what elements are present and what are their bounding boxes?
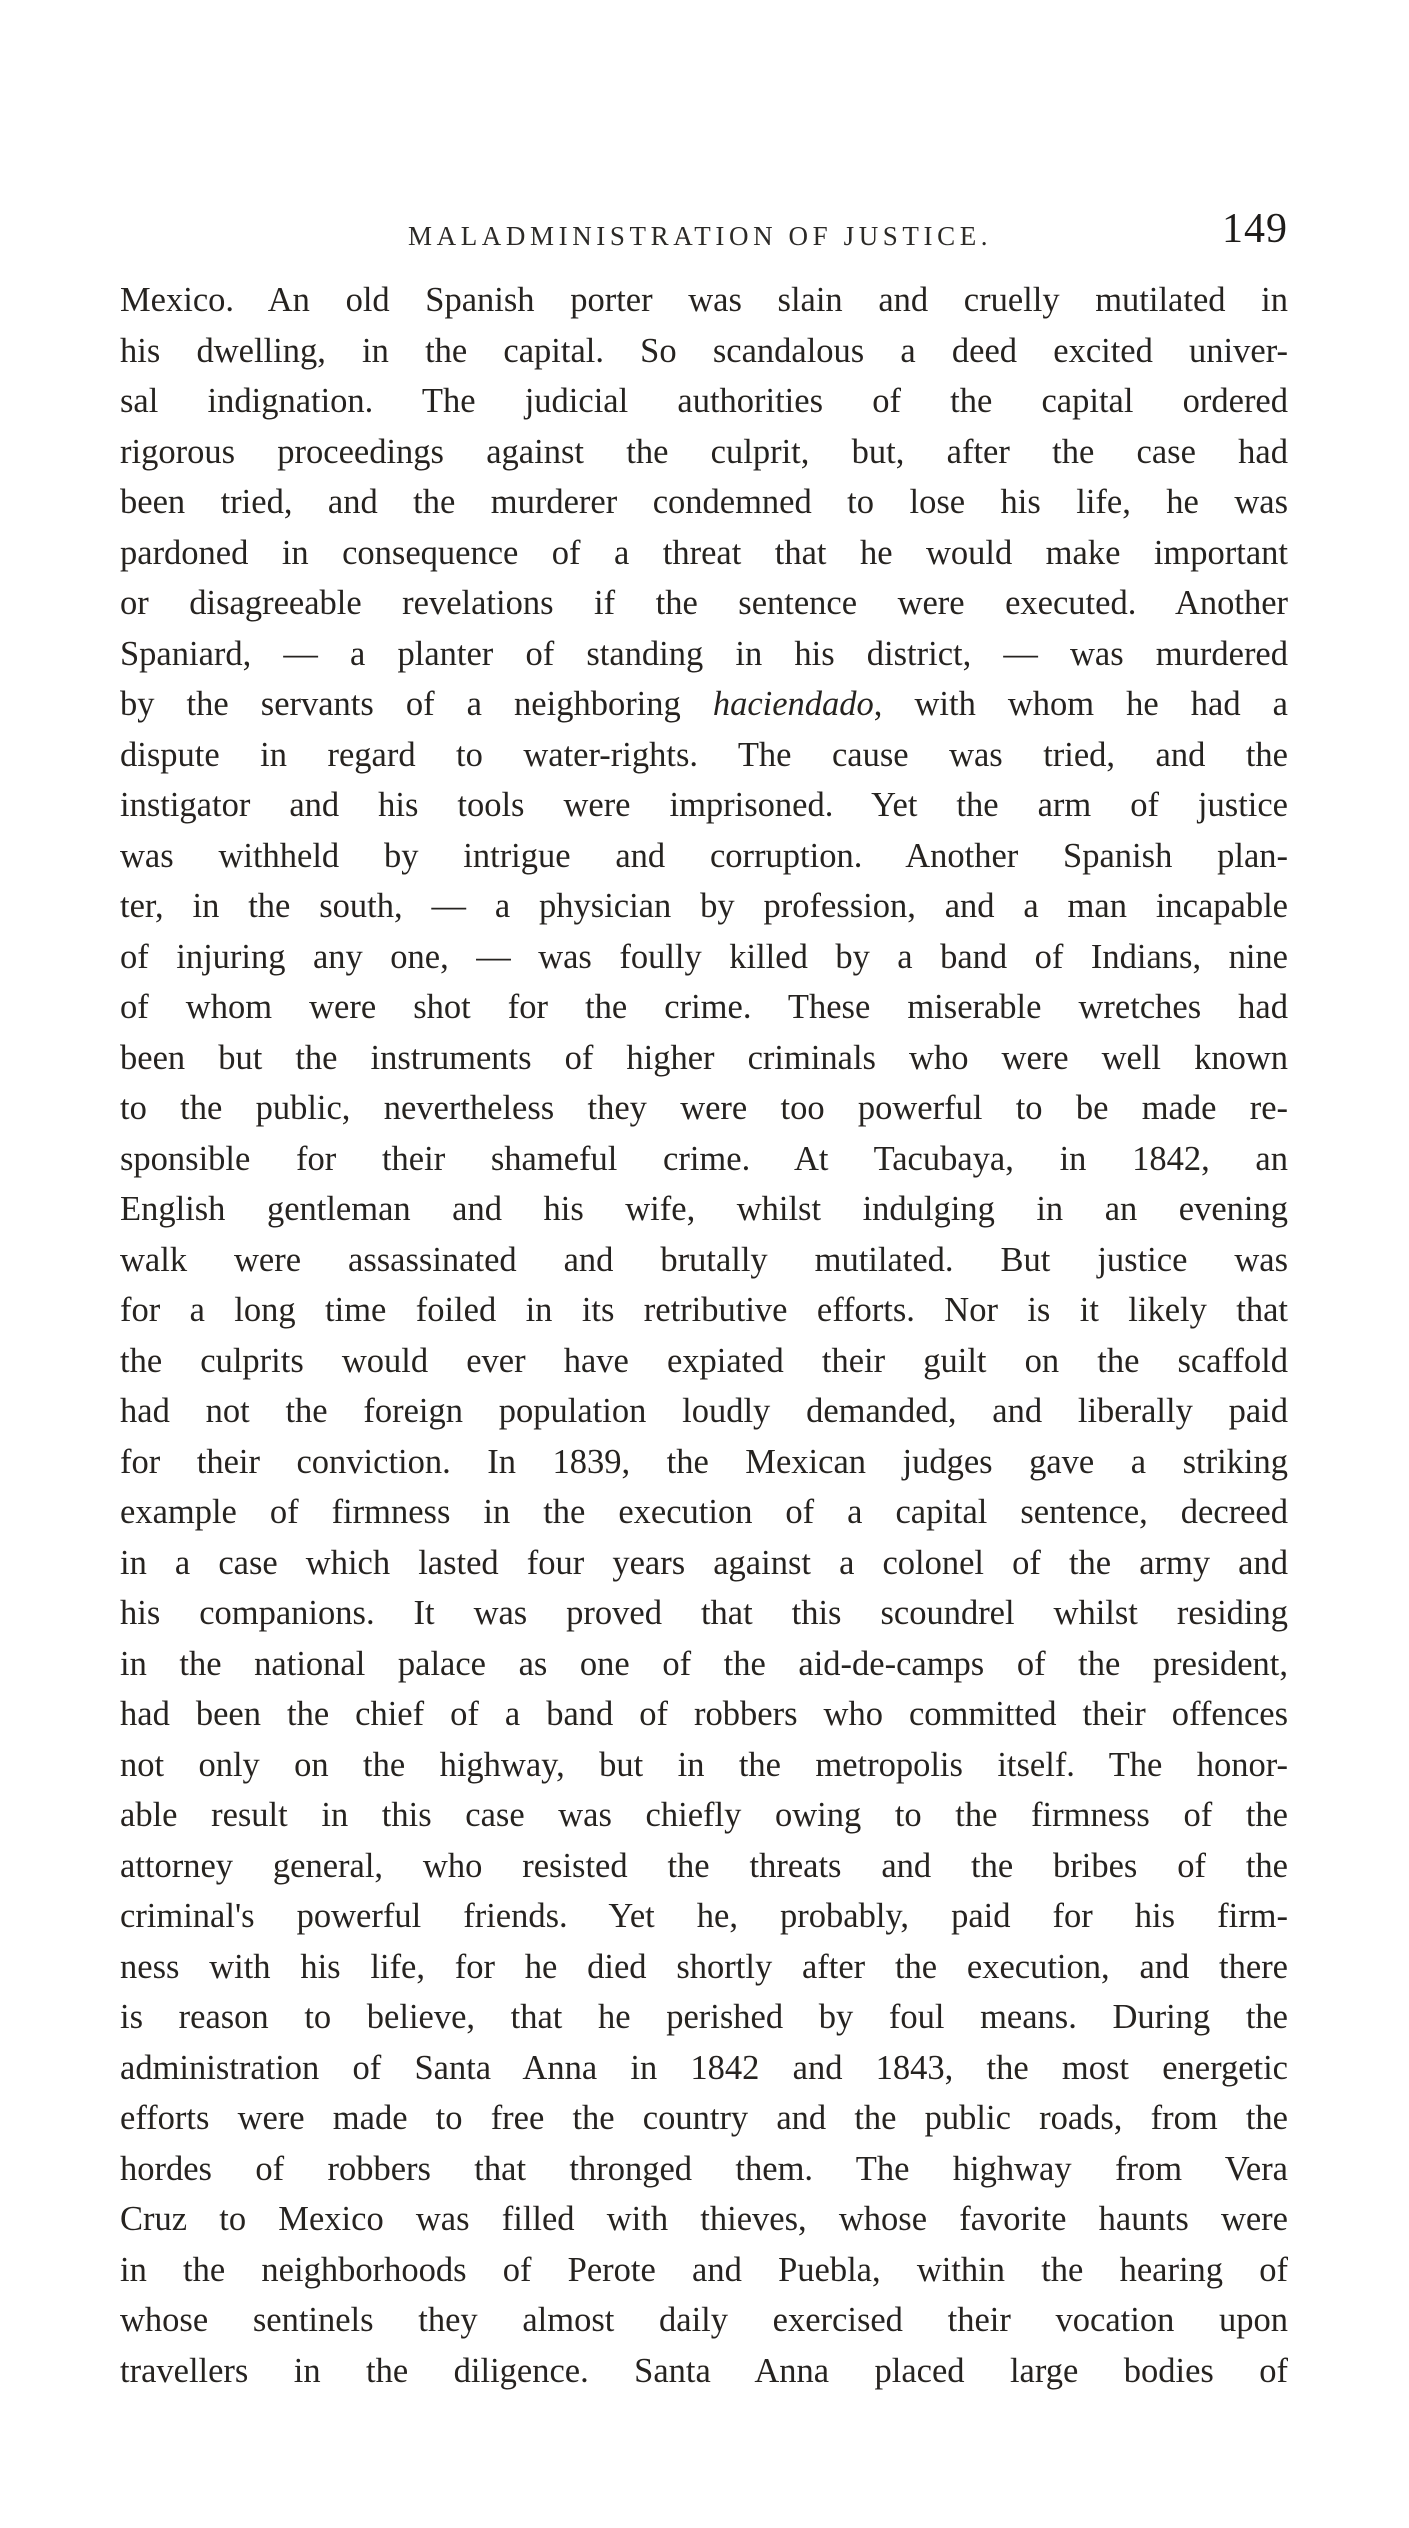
text-line-18: sponsible for their shameful crime. At Tacubaya, in 1842, an [120,1139,1288,1178]
page-number: 149 [1222,206,1288,252]
text-line-7: or disagreeable revelations if the sentence were executed. Another [120,584,1288,622]
italic-word-haciendado: haciendado [712,685,874,723]
text-line-12: was withheld by intrigue and corruption. Another Spanish plan- [120,836,1288,875]
text-line-40: in the neighborhoods of Perote and Puebla, within the hearing of [120,2250,1288,2289]
text-line-4: rigorous proceedings against the culprit, but, after the case had [120,432,1288,471]
text-line-17: to the public, nevertheless they were too powerful to be made re- [120,1089,1288,1127]
text-line-31: able result in this case was chiefly owing to the firmness of the [120,1796,1288,1834]
text-line-23: had not the foreign population loudly demanded, and liberally paid [120,1392,1288,1430]
text-line-16: been but the instruments of higher criminals who were well known [120,1038,1288,1077]
text-line-33: criminal's powerful friends. Yet he, probably, paid for his firm- [120,1897,1288,1935]
text-line-22: the culprits would ever have expiated their guilt on the scaffold [120,1341,1288,1380]
text-line-36: administration of Santa Anna in 1842 and 1843, the most energetic [120,2048,1288,2087]
text-line-21: for a long time foiled in its retributive efforts. Nor is it likely that [120,1291,1288,1329]
text-line-42: travellers in the diligence. Santa Anna placed large bodies of [120,2351,1288,2390]
running-head [408,205,1288,265]
text-line-20: walk were assassinated and brutally mutilated. But justice was [120,1240,1288,1279]
text-line-24: for their conviction. In 1839, the Mexican judges gave a striking [120,1442,1288,1481]
text-line-41: whose sentinels they almost daily exercised their vocation upon [120,2301,1288,2339]
text-line-39: Cruz to Mexico was filled with thieves, whose favorite haunts were [120,2200,1288,2238]
text-line-32: attorney general, who resisted the threats and the bribes of the [120,1846,1288,1885]
text-line-28: in the national palace as one of the aid-de-camps of the president, [120,1644,1288,1683]
text-line-15: of whom were shot for the crime. These miserable wretches had [120,988,1288,1026]
text-line-35: is reason to believe, that he perished by foul means. During the [120,1998,1288,2036]
text-line-8: Spaniard, — a planter of standing in his district, — was murdered [120,634,1288,673]
text-line-9 [120,679,1288,730]
text-line-37: efforts were made to free the country and the public roads, from the [120,2099,1288,2137]
text-line-30: not only on the highway, but in the metropolis itself. The honor- [120,1745,1288,1784]
text-line-3: sal indignation. The judicial authorities of the capital ordered [120,382,1288,420]
text-line-11: instigator and his tools were imprisoned. Yet the arm of justice [120,786,1288,824]
text-line-38: hordes of robbers that thronged them. The highway from Vera [120,2149,1288,2188]
body-text [120,275,1288,2396]
text-line-27: his companions. It was proved that this scoundrel whilst residing [120,1594,1288,1632]
text-line-1: Mexico. An old Spanish porter was slain and cruelly mutilated in [120,281,1288,319]
text-line-34: ness with his life, for he died shortly after the execution, and there [120,1947,1288,1986]
text-line-2: his dwelling, in the capital. So scandalous a deed excited univer- [120,331,1288,370]
text-line-10: dispute in regard to water-rights. The cause was tried, and the [120,735,1288,774]
text-line-13: ter, in the south, — a physician by profession, and a man incapable [120,887,1288,925]
text-line-26: in a case which lasted four years against a colonel of the army and [120,1543,1288,1582]
text-line-9-start: by the servants of a neighboring [120,685,681,723]
text-line-19: English gentleman and his wife, whilst indulging in an evening [120,1190,1288,1228]
text-line-14: of injuring any one, — was foully killed by a band of Indians, nine [120,937,1288,976]
text-line-29: had been the chief of a band of robbers who committed their offences [120,1695,1288,1733]
text-line-9-end: , with whom he had a [873,685,1288,723]
running-title: MALADMINISTRATION OF JUSTICE. [408,221,993,251]
text-line-5: been tried, and the murderer condemned to lose his life, he was [120,483,1288,521]
text-line-25: example of firmness in the execution of a capital sentence, decreed [120,1493,1288,1531]
text-line-6: pardoned in consequence of a threat that he would make important [120,533,1288,572]
